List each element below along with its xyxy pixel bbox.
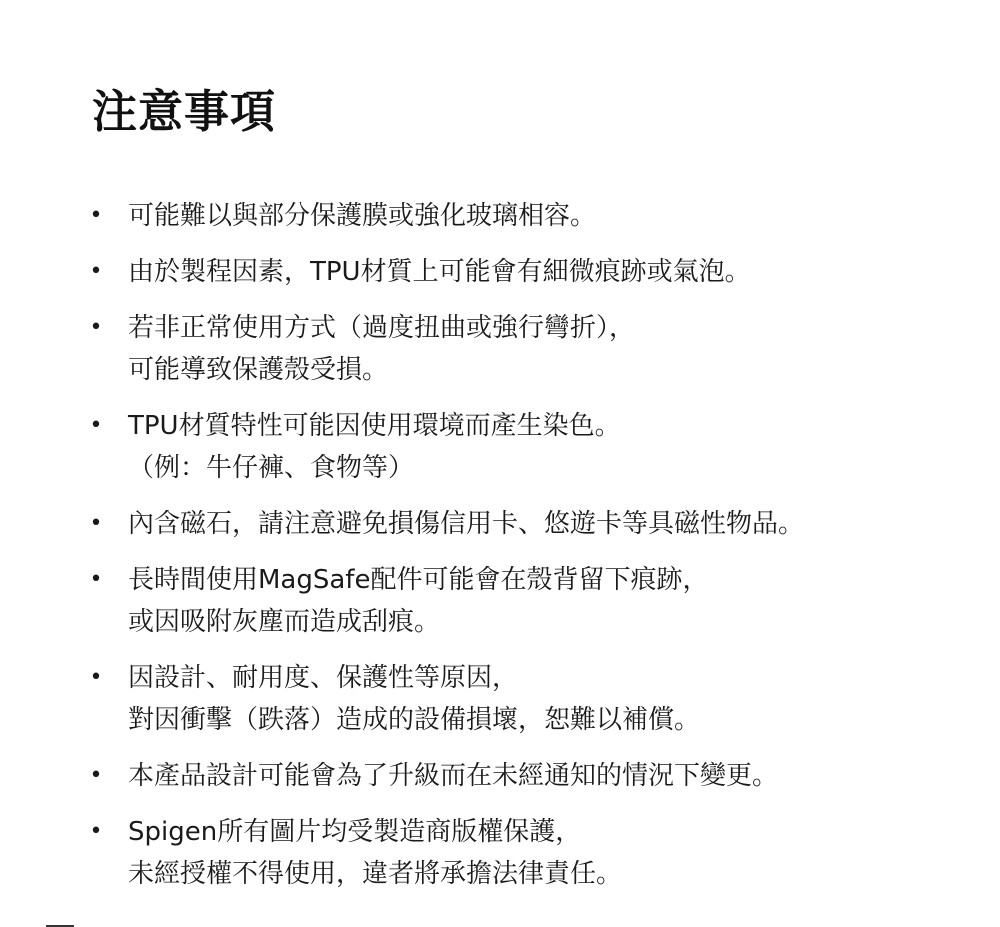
list-item xyxy=(0,503,1000,545)
list-item xyxy=(0,811,1000,895)
note-line: （例：牛仔褲、食物等） xyxy=(128,453,415,483)
note-line: 內含磁石，請注意避免損傷信用卡、悠遊卡等具磁性物品。 xyxy=(128,509,805,539)
note-line: 未經授權不得使用，違者將承擔法律責任。 xyxy=(128,859,623,889)
bullet-icon: • xyxy=(89,259,103,284)
note-line: 若非正常使用方式（過度扭曲或強行彎折）， xyxy=(128,313,636,343)
bullet-icon: • xyxy=(89,567,103,592)
bullet-icon: • xyxy=(89,315,103,340)
bullet-icon: • xyxy=(89,819,103,844)
page-title: 注意事項 xyxy=(92,85,277,138)
bullet-icon: • xyxy=(89,511,103,536)
bullet-icon: • xyxy=(89,203,103,228)
bullet-icon: • xyxy=(89,763,103,788)
notes-list xyxy=(0,195,1000,909)
note-line: 可能導致保護殼受損。 xyxy=(128,355,389,385)
note-line: 因設計、耐用度、保護性等原因， xyxy=(128,663,519,693)
list-item xyxy=(0,559,1000,643)
list-item xyxy=(0,195,1000,237)
list-item xyxy=(0,405,1000,489)
list-item xyxy=(0,251,1000,293)
note-line: 由於製程因素，TPU材質上可能會有細微痕跡或氣泡。 xyxy=(128,257,751,287)
note-line: Spigen所有圖片均受製造商版權保護， xyxy=(128,817,582,847)
note-line: 本產品設計可能會為了升級而在未經通知的情況下變更。 xyxy=(128,761,779,791)
list-item xyxy=(0,307,1000,391)
list-item xyxy=(0,755,1000,797)
note-line: TPU材質特性可能因使用環境而產生染色。 xyxy=(128,411,621,441)
note-line: 長時間使用MagSafe配件可能會在殼背留下痕跡， xyxy=(128,565,709,595)
list-item xyxy=(0,657,1000,741)
bullet-icon: • xyxy=(89,413,103,438)
note-line: 可能難以與部分保護膜或強化玻璃相容。 xyxy=(128,201,597,231)
bullet-icon: • xyxy=(89,665,103,690)
note-line: 或因吸附灰塵而造成刮痕。 xyxy=(128,607,441,637)
note-line: 對因衝擊（跌落）造成的設備損壞，恕難以補償。 xyxy=(128,705,701,735)
